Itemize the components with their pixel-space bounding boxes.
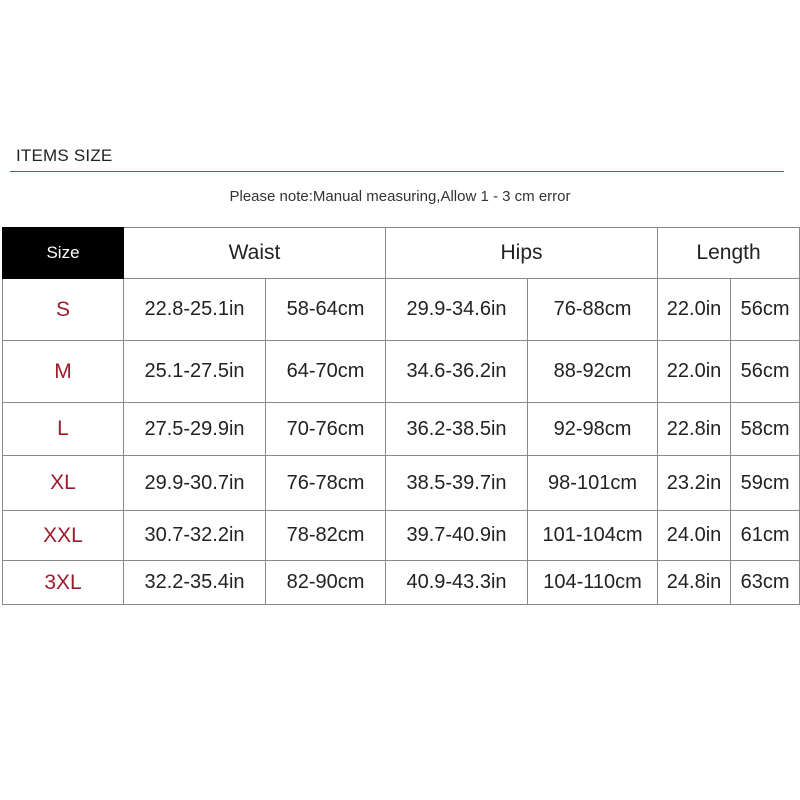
length-cm-cell: 63cm [731, 561, 800, 605]
waist-in-cell: 22.8-25.1in [124, 279, 266, 341]
table-row [3, 403, 800, 456]
size-label: XXL [3, 511, 124, 561]
hips-in-cell: 39.7-40.9in [386, 511, 528, 561]
table-row [3, 279, 800, 341]
waist-cm-cell: 82-90cm [266, 561, 386, 605]
waist-in-cell: 25.1-27.5in [124, 341, 266, 403]
table-row [3, 456, 800, 511]
waist-cm-cell: 76-78cm [266, 456, 386, 511]
heading-divider [10, 171, 784, 172]
length-cm-cell: 61cm [731, 511, 800, 561]
hips-in-cell: 40.9-43.3in [386, 561, 528, 605]
header-waist: Waist [124, 228, 386, 279]
size-label: 3XL [3, 561, 124, 605]
length-cm-cell: 58cm [731, 403, 800, 456]
table-row [3, 561, 800, 605]
header-length: Length [658, 228, 800, 279]
hips-in-cell: 34.6-36.2in [386, 341, 528, 403]
waist-cm-cell: 78-82cm [266, 511, 386, 561]
length-in-cell: 22.8in [658, 403, 731, 456]
header-size: Size [3, 228, 124, 279]
table-header-row [3, 228, 800, 279]
measuring-note: Please note:Manual measuring,Allow 1 - 3 cm error [229, 188, 571, 205]
hips-in-cell: 38.5-39.7in [386, 456, 528, 511]
size-chart-table [2, 227, 800, 605]
size-label: L [3, 403, 124, 456]
hips-cm-cell: 88-92cm [528, 341, 658, 403]
section-heading: ITEMS SIZE [16, 146, 113, 165]
waist-cm-cell: 64-70cm [266, 341, 386, 403]
hips-cm-cell: 76-88cm [528, 279, 658, 341]
table-row [3, 511, 800, 561]
hips-in-cell: 36.2-38.5in [386, 403, 528, 456]
length-in-cell: 22.0in [658, 341, 731, 403]
waist-cm-cell: 58-64cm [266, 279, 386, 341]
size-label: S [3, 279, 124, 341]
size-label: M [3, 341, 124, 403]
length-cm-cell: 56cm [731, 279, 800, 341]
length-in-cell: 24.0in [658, 511, 731, 561]
length-cm-cell: 56cm [731, 341, 800, 403]
length-in-cell: 22.0in [658, 279, 731, 341]
hips-cm-cell: 104-110cm [528, 561, 658, 605]
waist-in-cell: 32.2-35.4in [124, 561, 266, 605]
length-in-cell: 24.8in [658, 561, 731, 605]
table-row [3, 341, 800, 403]
hips-cm-cell: 101-104cm [528, 511, 658, 561]
header-hips: Hips [386, 228, 658, 279]
waist-in-cell: 27.5-29.9in [124, 403, 266, 456]
hips-cm-cell: 92-98cm [528, 403, 658, 456]
waist-in-cell: 30.7-32.2in [124, 511, 266, 561]
waist-cm-cell: 70-76cm [266, 403, 386, 456]
waist-in-cell: 29.9-30.7in [124, 456, 266, 511]
size-label: XL [3, 456, 124, 511]
length-cm-cell: 59cm [731, 456, 800, 511]
length-in-cell: 23.2in [658, 456, 731, 511]
hips-in-cell: 29.9-34.6in [386, 279, 528, 341]
hips-cm-cell: 98-101cm [528, 456, 658, 511]
